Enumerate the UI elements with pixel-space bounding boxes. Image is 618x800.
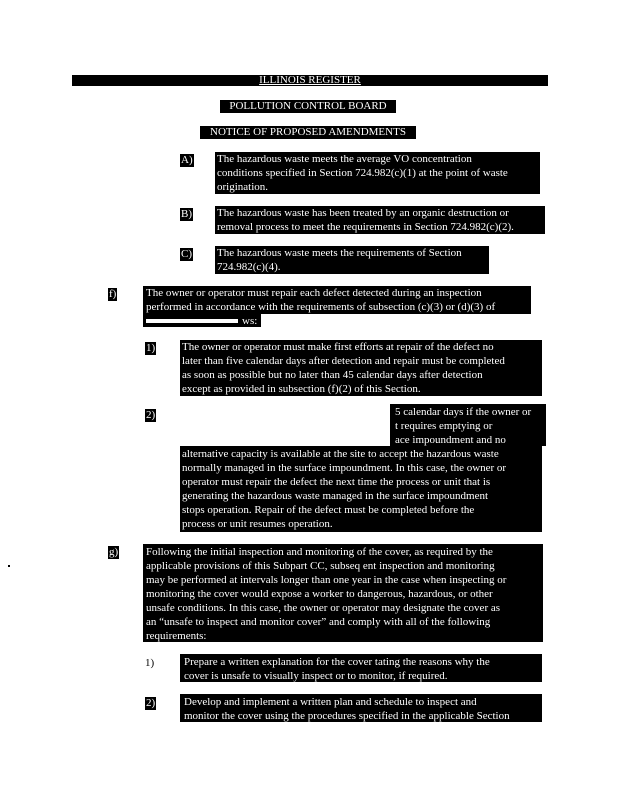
- item-f2-line: process or unit resumes operation.: [182, 518, 333, 530]
- item-f1-line: as soon as possible but no later than 45 calendar days after detection: [182, 369, 483, 381]
- item-f2-line-top: 5 calendar days if the owner or: [395, 406, 532, 418]
- item-b-line: The hazardous waste has been treated by an organic destruction or: [217, 207, 509, 219]
- item-g-line: unsafe conditions. In this case, the owner or operator may designate the cover as: [146, 602, 501, 614]
- item-g-line: an “unsafe to inspect and monitor cover” and comply with all of the following: [146, 616, 491, 628]
- item-g1-line: Prepare a written explanation for the cover tating the reasons why the: [184, 656, 490, 668]
- item-f1-line: The owner or operator must make first efforts at repair of the defect no: [182, 341, 494, 353]
- item-f2-line: generating the hazardous waste managed in the surface impoundment: [182, 490, 489, 502]
- item-g2-line: monitor the cover using the procedures specified in the applicable Section: [184, 710, 510, 722]
- notice-title: NOTICE OF PROPOSED AMENDMENTS: [210, 126, 406, 138]
- item-f-line: The owner or operator must repair each defect detected during an inspection: [146, 287, 482, 299]
- item-b-label: B): [181, 208, 192, 220]
- register-title: ILLINOIS REGISTER: [259, 74, 361, 86]
- item-g-line: may be performed at intervals longer than one year in the case when inspecting or: [146, 574, 507, 586]
- item-f1-line: except as provided in subsection (f)(2) of this Section.: [182, 383, 421, 395]
- item-f1-label: 1): [146, 342, 156, 354]
- item-f2-line: stops operation. Repair of the defect must be completed before the: [182, 504, 475, 516]
- item-a-line: origination.: [217, 181, 269, 193]
- item-f2-line: alternative capacity is available at the site to accept the hazardous waste: [182, 448, 499, 460]
- item-g2-line: Develop and implement a written plan and schedule to inspect and: [184, 696, 477, 708]
- item-a-line: The hazardous waste meets the average VO concentration: [217, 153, 472, 165]
- item-f-line: performed in accordance with the requirements of subsection (c)(3) or (d)(3) of: [146, 301, 496, 313]
- item-a-label: A): [181, 154, 193, 166]
- item-g-line: monitoring the cover would expose a worker to dangerous, hazardous, or other: [146, 588, 493, 600]
- item-g-line: requirements:: [146, 630, 207, 642]
- item-g-label: g): [109, 546, 119, 558]
- item-f-label: f): [109, 288, 117, 300]
- item-g-line: applicable provisions of this Subpart CC, subseq ent inspection and monitoring: [146, 560, 495, 572]
- item-f2-label: 2): [146, 409, 156, 421]
- item-f-line: ws:: [242, 315, 258, 327]
- scan-speck: [146, 319, 238, 323]
- item-b-line: removal process to meet the requirements in Section 724.982(c)(2).: [217, 221, 514, 233]
- item-c-label: C): [181, 248, 192, 260]
- item-f2-line: operator must repair the defect the next time the process or unit that is: [182, 476, 491, 488]
- item-f2-line-top: ace impoundment and no: [395, 434, 506, 446]
- item-c-line: 724.982(c)(4).: [217, 261, 281, 273]
- item-f1-line: later than five calendar days after detection and repair must be completed: [182, 355, 505, 367]
- item-f2-line-top: t requires emptying or: [395, 420, 493, 432]
- item-f2-line: normally managed in the surface impoundment. In this case, the owner or: [182, 462, 507, 474]
- item-g-line: Following the initial inspection and monitoring of the cover, as required by the: [146, 546, 493, 558]
- board-title: POLLUTION CONTROL BOARD: [229, 100, 387, 112]
- item-c-line: The hazardous waste meets the requirements of Section: [217, 247, 462, 259]
- item-g2-label: 2): [146, 697, 156, 709]
- scan-noise: [8, 565, 10, 567]
- item-g1-line: cover is unsafe to visually inspect or to monitor, if required.: [184, 670, 448, 682]
- item-a-line: conditions specified in Section 724.982(c)(1) at the point of waste: [217, 167, 508, 179]
- item-g1-label: 1): [145, 657, 155, 669]
